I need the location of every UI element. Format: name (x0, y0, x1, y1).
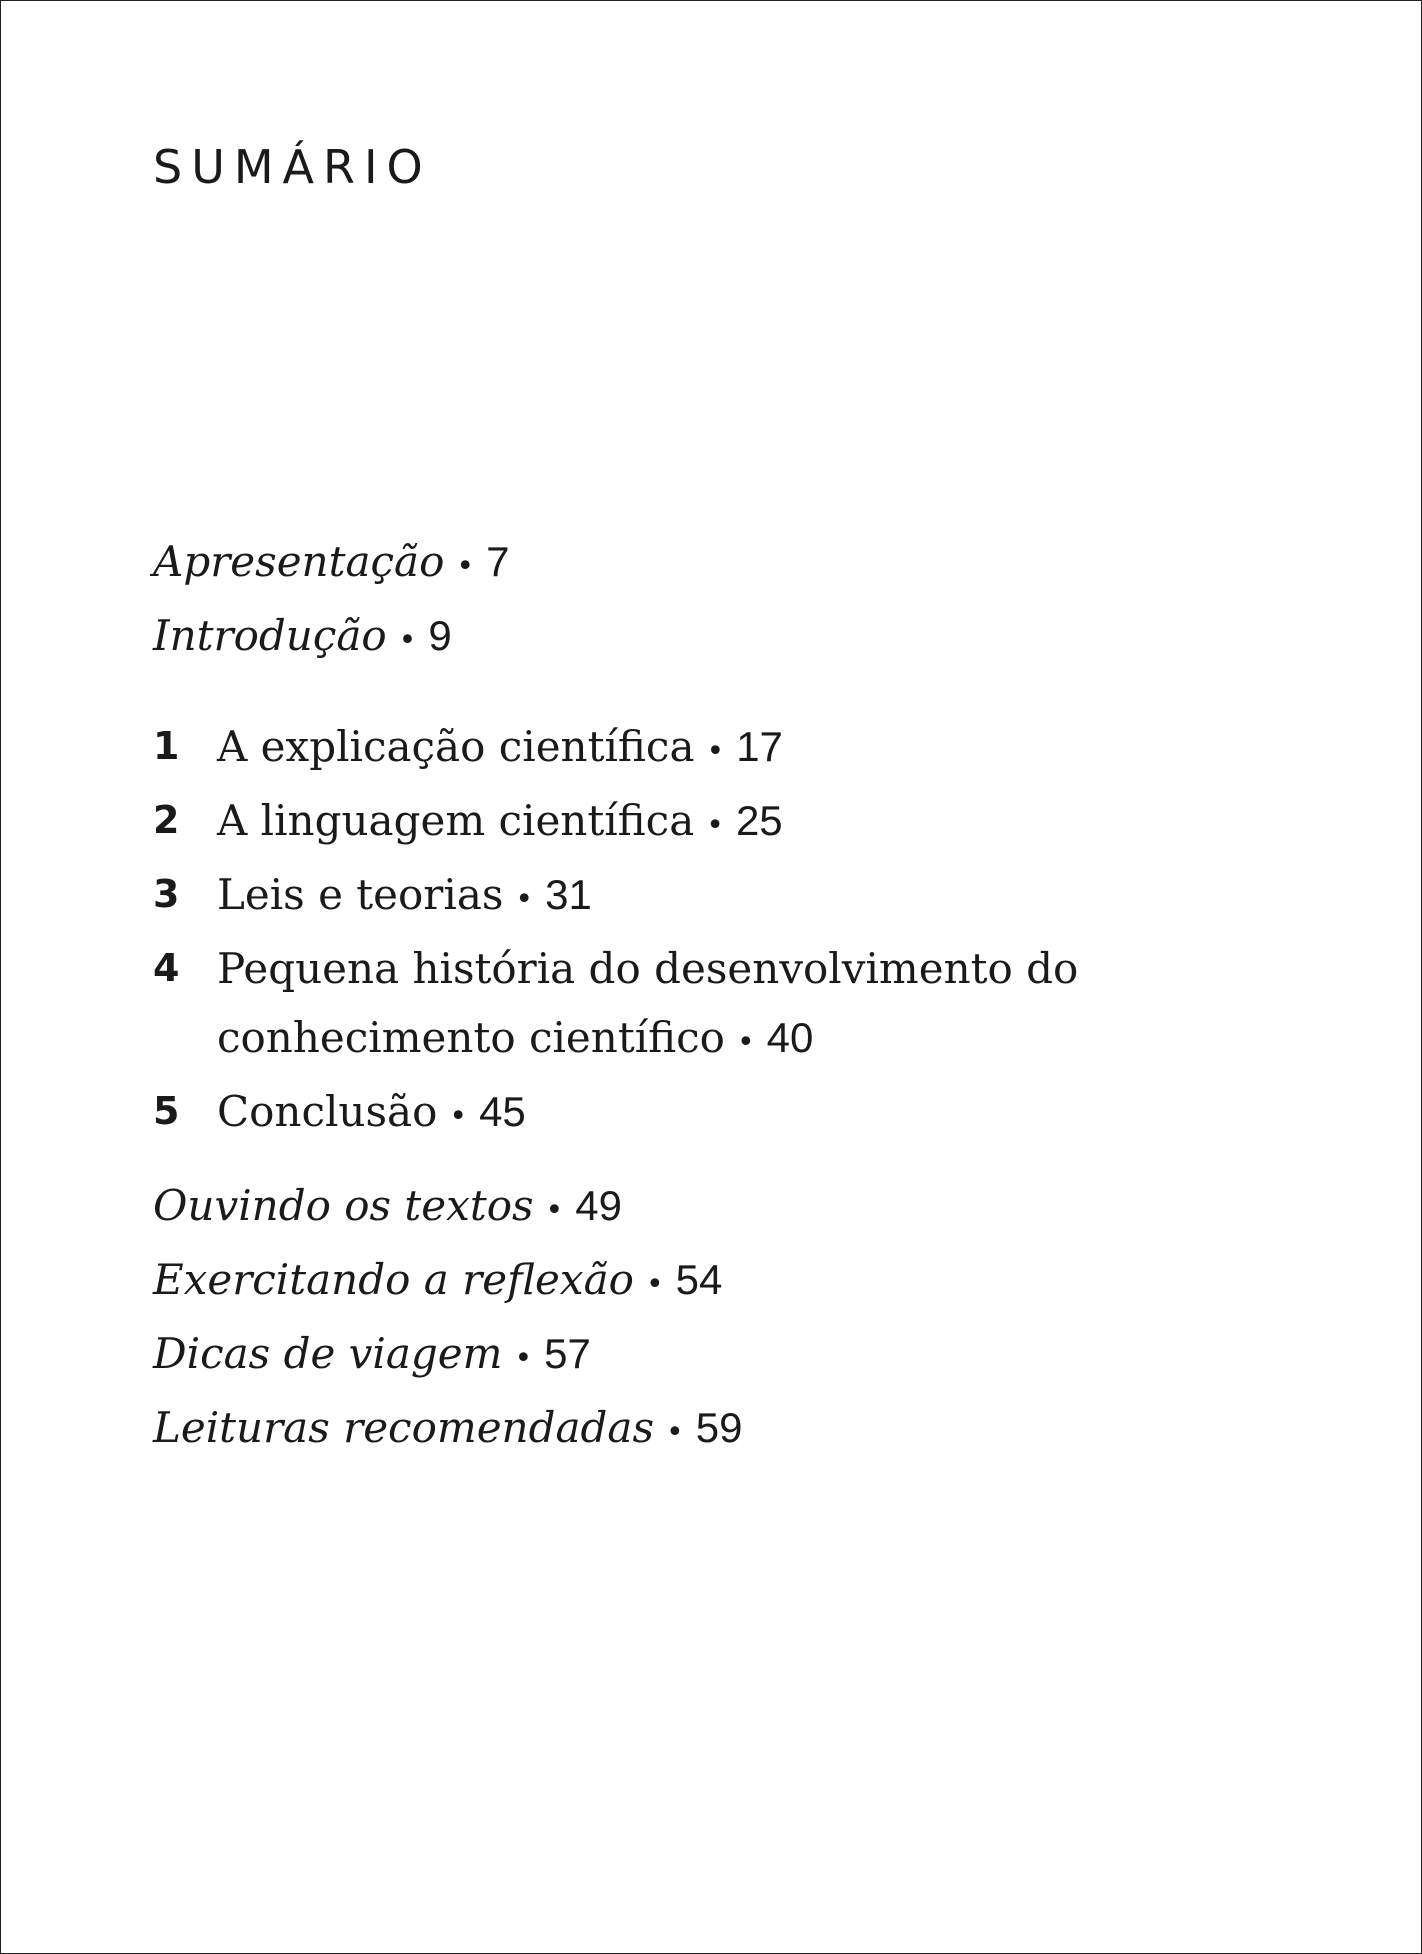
chapter-title: A explicação científica (217, 722, 695, 771)
chapter-title-line-2: conhecimento científico (217, 1013, 725, 1062)
chapter-page: 40 (766, 1014, 814, 1061)
toc-entry-page: 59 (695, 1404, 743, 1451)
bullet: • (449, 1099, 468, 1134)
back-matter-list (153, 1171, 1353, 1467)
page-title: SUMÁRIO (153, 140, 432, 194)
chapter-entry (153, 934, 1353, 1077)
chapter-entry (153, 786, 1353, 860)
chapter-number: 5 (153, 1089, 180, 1133)
bullet: • (515, 882, 534, 917)
bullet: • (398, 623, 417, 658)
bullet: • (545, 1193, 564, 1228)
toc-entry-page: 49 (575, 1182, 622, 1229)
toc-entry-page: 7 (486, 538, 510, 585)
toc-entry-label: Apresentação (153, 537, 445, 586)
chapter-page: 45 (479, 1088, 526, 1135)
chapter-title: Leis e teorias (217, 870, 504, 919)
chapter-entry (153, 712, 1353, 786)
chapter-number: 4 (153, 946, 180, 990)
chapter-entry (153, 860, 1353, 934)
toc-entry-page: 9 (428, 612, 452, 659)
chapter-number: 3 (153, 872, 180, 916)
bullet: • (706, 808, 724, 843)
toc-entry-page: 54 (675, 1256, 723, 1303)
toc-entry-label: Exercitando a reflexão (153, 1255, 634, 1304)
toc-entry-label: Ouvindo os textos (153, 1181, 534, 1230)
chapter-title: Conclusão (217, 1087, 438, 1136)
toc-entry-label: Introdução (153, 611, 387, 660)
bullet: • (666, 1415, 684, 1450)
bullet: • (645, 1267, 664, 1302)
bullet: • (706, 734, 725, 769)
bullet: • (456, 549, 475, 584)
toc-entry (153, 1319, 1353, 1393)
chapter-number: 2 (153, 798, 180, 842)
toc-entry-label: Leituras recomendadas (153, 1403, 655, 1452)
toc-entry (153, 1171, 1353, 1245)
toc-entry (153, 1245, 1353, 1319)
toc-entry (153, 527, 1353, 601)
chapter-number: 1 (153, 724, 180, 768)
chapter-page: 17 (736, 723, 783, 770)
bullet: • (514, 1341, 533, 1376)
toc-entry (153, 601, 1353, 675)
chapter-title-line-1: Pequena história do desenvolvimento do (217, 944, 1079, 993)
chapter-entry (153, 1077, 1353, 1151)
chapter-title: A linguagem científica (217, 796, 695, 845)
chapter-page: 31 (545, 871, 592, 918)
front-matter-list (153, 527, 1353, 675)
toc-entry-label: Dicas de viagem (153, 1329, 503, 1378)
toc-entry (153, 1393, 1353, 1467)
chapter-page: 25 (735, 797, 783, 844)
chapter-list (153, 712, 1353, 1151)
bullet: • (736, 1025, 755, 1060)
toc-entry-page: 57 (544, 1330, 591, 1377)
